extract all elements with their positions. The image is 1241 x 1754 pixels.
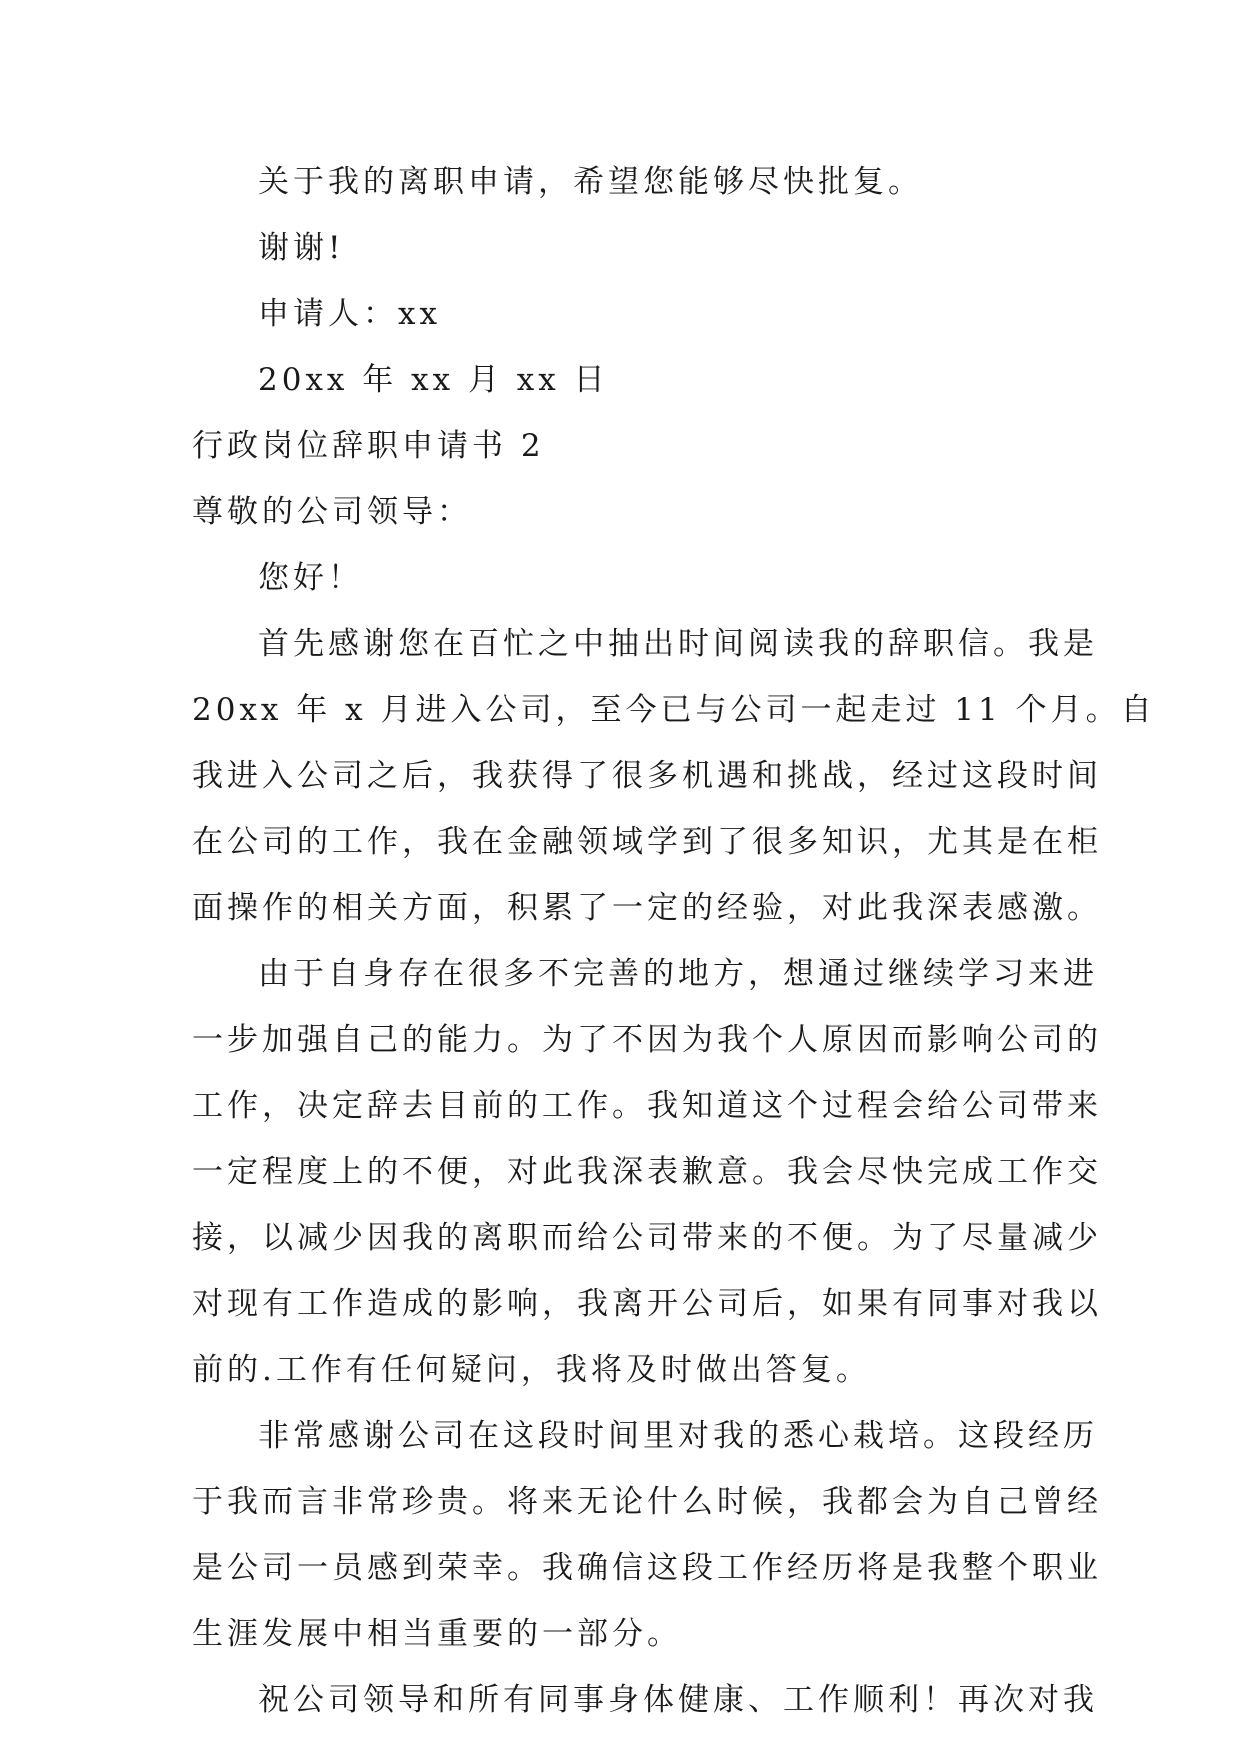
thanks-line: 谢谢!: [258, 230, 345, 266]
paragraph-3-line: 非常感谢公司在这段时间里对我的悉心栽培。这段经历: [258, 1418, 1098, 1454]
salutation: 尊敬的公司领导：: [192, 494, 472, 530]
paragraph-2-line: 前的.工作有任何疑问，我将及时做出答复。: [192, 1352, 871, 1388]
letter-body: [192, 162, 1156, 1746]
greeting: 您好！: [258, 560, 363, 596]
paragraph-2-line: 一定程度上的不便，对此我深表歉意。我会尽快完成工作交: [192, 1154, 1102, 1190]
paragraph-3-line: 是公司一员感到荣幸。我确信这段工作经历将是我整个职业: [192, 1550, 1102, 1586]
section-title: 行政岗位辞职申请书 2: [192, 428, 545, 464]
paragraph-2-line: 对现有工作造成的影响，我离开公司后，如果有同事对我以: [192, 1286, 1102, 1322]
paragraph-2-line: 一步加强自己的能力。为了不因为我个人原因而影响公司的: [192, 1022, 1102, 1058]
paragraph-2-line: 由于自身存在很多不完善的地方，想通过继续学习来进: [258, 956, 1098, 992]
paragraph-1-line: 首先感谢您在百忙之中抽出时间阅读我的辞职信。我是: [258, 626, 1098, 662]
paragraph-1-line: 我进入公司之后，我获得了很多机遇和挑战，经过这段时间: [192, 758, 1102, 794]
paragraph-4-line: 祝公司领导和所有同事身体健康、工作顺利！再次对我: [258, 1682, 1098, 1718]
paragraph-3-line: 生涯发展中相当重要的一部分。: [192, 1616, 682, 1652]
date-line: 20xx 年 xx 月 xx 日: [258, 362, 609, 398]
paragraph-1-line: 面操作的相关方面，积累了一定的经验，对此我深表感激。: [192, 890, 1102, 926]
paragraph-2-line: 接，以减少因我的离职而给公司带来的不便。为了尽量减少: [192, 1220, 1102, 1256]
applicant-line: 申请人：xx: [258, 296, 441, 332]
paragraph-2-line: 工作，决定辞去目前的工作。我知道这个过程会给公司带来: [192, 1088, 1102, 1124]
closing-request-line: 关于我的离职申请，希望您能够尽快批复。: [258, 164, 923, 200]
paragraph-1-line: 20xx 年 x 月进入公司，至今已与公司一起走过 11 个月。自: [192, 692, 1156, 728]
paragraph-1-line: 在公司的工作，我在金融领域学到了很多知识，尤其是在柜: [192, 824, 1102, 860]
paragraph-3-line: 于我而言非常珍贵。将来无论什么时候，我都会为自己曾经: [192, 1484, 1102, 1520]
